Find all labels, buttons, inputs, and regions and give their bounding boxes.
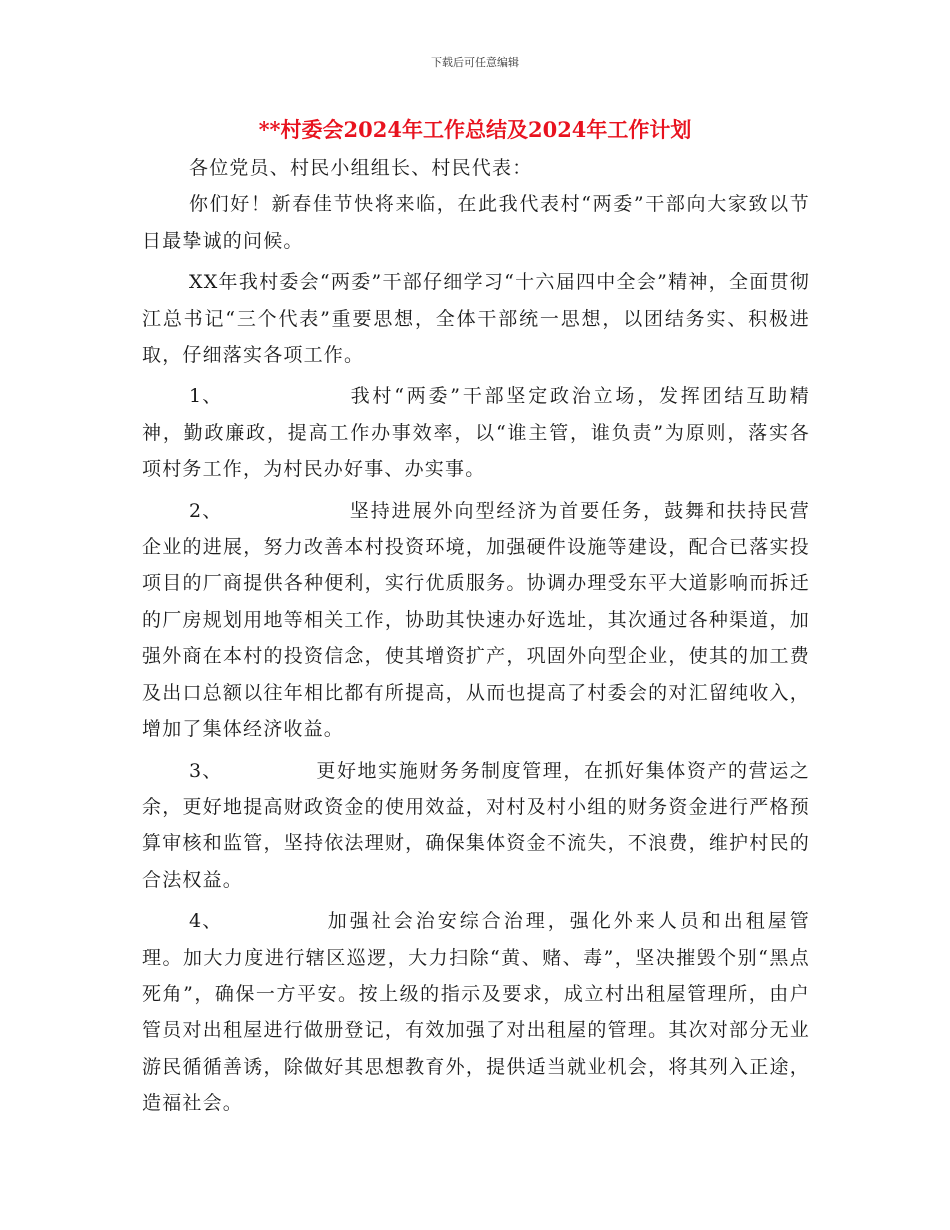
header-note: 下载后可任意编辑 [431, 56, 519, 69]
list-item [142, 753, 810, 899]
greeting-paragraph: 你们好！新春佳节快将来临，在此我代表村“两委”干部向大家致以节日最挚诚的问候。 [142, 193, 810, 252]
list-item-text: 坚持进展外向型经济为首要任务，鼓舞和扶持民营企业的进展，努力改善本村投资环境，加强硬件设施等建设，配合已落实投项目的厂商提供各种便利，实行优质服务。协调办理受东平大道影响而拆迁的厂房规划用地等相关工作，协助其快速办好选址，其次通过各种渠道，加强外商在本村的投资信念，使其增资扩产，巩固外向型企业，使其的加工费及出口总额以往年相比都有所提高，从而也提高了村委会的对汇留纯收入，增加了集体经济收益。 [142, 499, 810, 741]
list-item-text: 我村“两委”干部坚定政治立场，发挥团结互助精神，勤政廉政，提高工作办事效率，以“谁主管，谁负责”为原则，落实各项村务工作，为村民办好事、办实事。 [142, 385, 810, 481]
list-item [142, 493, 810, 748]
list-item-text: 更好地实施财务务制度管理，在抓好集体资产的营运之余，更好地提高财政资金的使用效益，对村及村小组的财务资金进行严格预算审核和监管，坚持依法理财，确保集体资金不流失，不浪费，维护村民的合法权益。 [142, 759, 810, 891]
list-item [142, 903, 810, 1121]
list-item-number: 2、 [189, 499, 223, 522]
list-item-number: 1、 [189, 385, 223, 408]
list-item-text: 加强社会治安综合治理，强化外来人员和出租屋管理。加大力度进行辖区巡逻，大力扫除“黄、赌、毒”，坚决摧毁个别“黑点死角”，确保一方平安。按上级的指示及要求，成立村出租屋管理所，由户管员对出租屋进行做册登记，有效加强了对出租屋的管理。其次对部分无业游民循循善诱，除做好其思想教育外，提供适当就业机会，将其列入正途，造福社会。 [142, 910, 810, 1115]
document-body [142, 150, 810, 1127]
list-item-number: 3、 [189, 759, 223, 782]
salutation: 各位党员、村民小组组长、村民代表： [189, 157, 533, 179]
list-item-number: 4、 [189, 910, 223, 933]
document-title: **村委会2024年工作总结及2024年工作计划 [258, 117, 692, 142]
list-item [142, 378, 810, 487]
intro-paragraph: XX年我村委会“两委”干部仔细学习“十六届四中全会”精神，全面贯彻江总书记“三个代表”重要思想，全体干部统一思想，以团结务实、积极进取，仔细落实各项工作。 [142, 271, 810, 367]
